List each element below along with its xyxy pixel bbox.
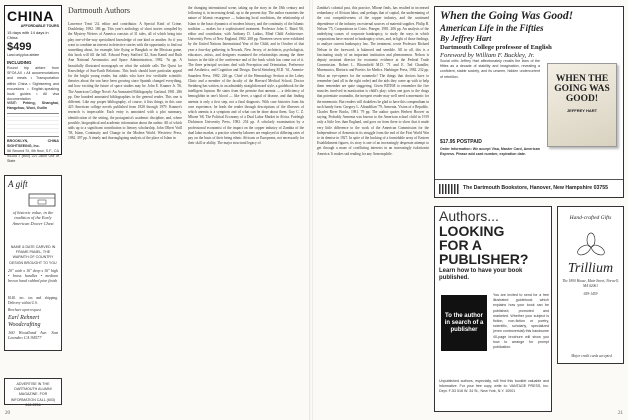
- bookstore-logo-icon: [439, 184, 459, 194]
- book-cover-title: WHEN THE GOING WAS GOOD!: [554, 74, 610, 104]
- authors-footer: Unpublished authors, especially, will find this booklet valuable and informative. For your free copy, write to: VANTAGE PRESS, Inc. Dept. F-53 516 W. 34 St., New York, N.Y. 10001: [439, 379, 549, 394]
- china-including-label: INCLUDING: [7, 60, 32, 65]
- china-duration: 15 days with 14 days in China: [7, 30, 49, 40]
- when-foreword: Foreword by William F. Buckley, Jr.: [440, 52, 535, 59]
- gift-detail: NAME & DATE CARVED IN FRAME PANEL, THE WARMTH OF COUNTRY DESIGN BROUGHT TO YOU: [9, 245, 57, 265]
- authors-headline-2: LOOKING: [439, 223, 505, 239]
- when-order-text: Order Information: We accept Visa, Master Card, American Express. Please add card number, expiration date.: [440, 147, 540, 157]
- bookstore-footer: [435, 179, 623, 198]
- when-affiliation: Dartmouth College professor of English: [440, 44, 552, 51]
- authors-headline-3: FOR A: [439, 237, 483, 253]
- trillium-address: The 1800 House, Main Street, Norwell, MA 02061: [562, 279, 619, 289]
- when-subtitle: American Life in the Fifties: [440, 23, 544, 33]
- china-price-note: Land only,plus airfare: [7, 53, 40, 57]
- dower-chest-ad: [4, 175, 62, 351]
- page-number-left: 20: [5, 411, 10, 416]
- authors-headline-1: Authors...: [439, 208, 499, 224]
- gift-specs: 20" wide x 16" deep x 16" high • brass handles • medium brown hand rubbed pine finish: [8, 268, 58, 284]
- left-column-2: the changing international scene, taking up the story in the 18th century and following it, in increasing detail, up to the present day. The author examines the nature of Islamic resurgence — balancing local conditions, the relationship of Islam to the basic dynamics of modern history, and the continuity of the Islamic tradition — makes for a sophisticated treatment. Professor John C. Baird '60, editor and contributor, with Anthony D. Lutkus, Mind Child Architecture. University Press of New England, 1982. 208 pp. Nineteen seven were exhibited by the United Nations International Year of the Child, and in October of that year a four-day gathering in Newark, New Jersey, of architects, psychologists, educators, artists, and designers examined the relationships among the three factors in the title of the conference and of the book which has come out of it. The three principal sections deal with Perception and Orientation, Preference and Aesthetics, and Cognition and Design. David Steinberg M.D. '61, Anemia-Saunders Press, 1982. 226 pp. Chief of the Hematology Section at the Lahey Clinic and a member of the faculty of the Harvard Medical School, Doctor Steinberg has written, in an admirably straightforward style, a guidebook for the intelligent layman. He starts from the premise that anemia — a deficiency of hemoglobin in one's blood — like fever, a signal of disease, and that finding anemia is only a first step, not a final diagnosis. With case histories from his own experience, he leads the reader through descriptions of the illnesses of which anemia is a symptom and of what can be done about them. Guy C. Z. Mhone '68, The Political Economy of a Dual Labor Market in Africa. Fairleigh Dickinson University Press, 1982. 254 pp. A scholarly examination by a professional economist of the impact on the copper industry of Zambia of the dual labor market, a practice whereby laborers are employed at differing rates of pay on the basis of their being ethnic Africans or Europeans, not necessarily for their skill or ability. The major structural legacy of: [188, 6, 304, 146]
- page-number-right: 21: [618, 411, 623, 416]
- dower-chest-icon: [27, 190, 57, 208]
- right-column-1: Zambia's colonial past, this practice, Mhone finds, has resulted in increased redundancy of African labor, and perhaps that of capital, the undermining of the cost competitiveness of the copper industry, and the continued dependence of the industry on external sources of material supplies. Philip B. Nelson '75, Corporations in Crisis. Praeger, 1981. 206 pp. An analysis of the underlying causes of corporate bankruptcy, to study the ways in which corporations have reacted to bankruptcy crises, and, in light of those findings, to analyze current bankruptcy law. The treatment, wrote Professor Richard Nelson in the foreword, is balanced and sensible. All in all, this is a fascinating study of an important institution and phenomenon. Nelson is deputy assistant director for economic evidence at the Federal Trade Commission. Robert L. Bloomfield M.D. '71 and E. Ted Chandler, Mnemonics, Rhetoric and Poetics for Medics. Harbinger Press, 1982. 232 pp. What an eye-opener for the nonmedic! The things that doctors have to remember (and all in the right order) and the aids they come up with to help them remember are quite staggering. Given BITEM to remember the five muscles involved in mastication is child's play; when one goes to the drugs that potentiate coumadin, the inexpert reader may well need a mnemonic for the mnemonic. But readers will doubtless be glad to have this compendium in such handy form. Gregory L. Aftandilian '79, Armenia, Vision of a Republic. Charles River Books, 1981. 79 pp. The author quotes Herbert Hoover as saying, Probably Armenia was known to the American school child in 1919 only a little less than England, and goes on from there to show that it made very little difference to the work of the American Commission for the Independence of Armenia in its struggle from the end of the First World War to its demise in 1927. In spite of the backing of a formidable array of Eastern Establishment figures, its story is one of an increasingly desperate attempt to get through a maze of conflicting interests in an increasingly isolationist America. It makes sad reading for any Armenophile.: [317, 6, 429, 156]
- china-contact: 56 Second St, 4th floor, S.F., CA 94105 • (800) 227-3809 Out of State: [7, 149, 59, 164]
- when-price: $17.95 POSTPAID: [440, 139, 482, 145]
- when-body: Social critic Jeffrey Hart affectionately recalls the lives of the fifties as a decade of stability and imagination, revealing a confident, stable society, and its unseen, hidden undercurrent of rebellion.: [440, 59, 540, 79]
- advertise-text: ADVERTISE IN THE DARTMOUTH ALUMNI MAGAZINE. FOR INFORMATION CALL (603) 646-2256: [10, 382, 56, 407]
- left-column-1: Lawrence Treat '24, editor and contributor. A Special Kind of Crime. Doubleday, 1982. 186 pp. This year's anthology of short stories compiled by the Mystery Writers of America consists of 31 tales, all of which bring into play one-of-the-way specialized knowledge of one kind or another. So if you want to combine an interest in detective stories with the opportunity to find out something about, for example, kite flying or Bangkok or the Mexican game, this book will fill the bill. Edward Peary Stafford '42, Sam Kamil and Ruth Ann National Aeronautics and Space Administration, 1982. 'At pp. A beautifully illustrated monograph on what the subtitle calls The Quest for Knowledge of Sun-Earth Relations. This book should have particular appeal for the bright young reader, but adults who have few verifiable scientific theories about the sun have been growing since Sputnik changed everything, and how exciting the future of space studies may be. John E. Kramer Jr. '56, The American College Novel: An Annotated Bibliography. Garland, 1981. 286 pp. One hundred annotated bibliographies in the general reader. This one is different. Like any proper bibliography, of course, it lists things, in this case 425 American college novels published from 1828 through 1979. Kramer's research is impeccable. Each entry is annotated with a plot summary, identification of the setting, the protagonist's academic discipline, and, where possible, biographical and academic information about the author. All of which adds up to a significant contribution to literary scholarship. John Olbert Voill '58, Islam, Continuity and Change in the Modern World. Westview Press, 1982. 397 pp. A timely and thoroughgoing analysis of the place of Islam in: [68, 22, 182, 141]
- china-visiting: VISIT: Peking, Shanghai, Hangzhou, Wuxi, Guilin: [7, 101, 59, 111]
- china-map-icon: [7, 113, 59, 137]
- authors-sub: Learn how to have your book published.: [439, 268, 523, 281]
- gift-price: $140. inc. tax and shipping. Delivery within U.S.: [8, 296, 58, 306]
- trillium-ad: [557, 206, 624, 364]
- advertise-box: [4, 378, 62, 405]
- china-logo: CHINA: [7, 8, 54, 24]
- china-tag: AFFORDABLE TOURS: [20, 24, 59, 28]
- china-logo-row: [5, 6, 61, 26]
- china-company: BROOKLYN, CHINA SIGHTSEEING, Inc.: [7, 139, 59, 149]
- right-page: [313, 0, 628, 420]
- authors-callout-text: To the author in search of a publisher: [444, 312, 484, 333]
- trillium-phone: 659-1459: [583, 292, 598, 296]
- gift-maker: Earl Rehnert Woodcrafting: [8, 315, 41, 328]
- gift-headline: A gift: [8, 179, 28, 189]
- china-including-text: Round trip airfare from SFO/LAX • All accommodations and meals • Transportation within China • Sightseeing and excursions • English-speaking local guides • All visa documentation: [7, 66, 59, 102]
- gift-subhead: of historic value, in the tradition of the Early American Dower Chest: [12, 210, 54, 226]
- when-going-was-good-ad: [434, 6, 624, 198]
- trillium-tagline: Major credit cards accepted: [571, 353, 612, 358]
- authors-headline-4: PUBLISHER?: [439, 251, 529, 267]
- vantage-press-ad: [434, 206, 552, 412]
- left-page: [0, 0, 309, 420]
- china-tour-ad: [4, 5, 62, 164]
- trillium-flower-icon: [576, 233, 606, 259]
- authors-body: You are invited to send for a free illustrated guidebook which explains how your book can be published, promoted and marketed. Whether your subject is fiction, non-fiction or poetry, scientific, scholarly, specialized (even controversial) this handsome 40-page brochure will show you how to arrange for prompt publication.: [493, 293, 549, 350]
- gift-address: 160 Woodland Ave. San Leandro CA 94577: [8, 330, 58, 341]
- trillium-name: Trillium: [567, 261, 614, 276]
- china-price: $499: [7, 41, 32, 53]
- authors-callout: [441, 295, 487, 351]
- when-title: When the Going Was Good!: [440, 10, 574, 22]
- running-head-left: Dartmouth Authors: [68, 6, 130, 15]
- trillium-heading: Hand-crafted Gifts: [569, 215, 612, 221]
- when-author-line: By Jeffrey Hart: [440, 34, 492, 43]
- book-cover-author: JEFFREY HART: [566, 108, 598, 113]
- gift-brochure: Brochure upon request: [8, 308, 41, 312]
- book-cover: [547, 63, 617, 147]
- bookstore-name: The Dartmouth Bookstore, Hanover, New Hampshire 03755: [463, 185, 609, 191]
